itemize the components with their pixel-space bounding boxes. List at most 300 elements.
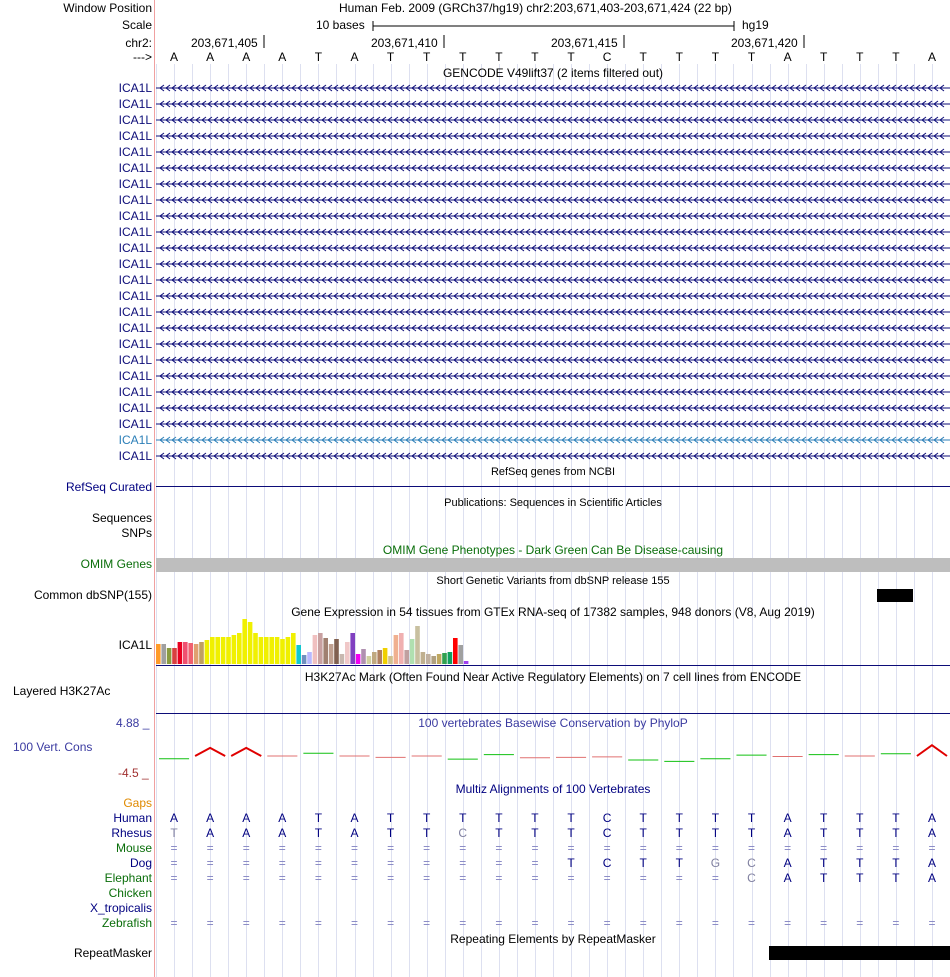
multiz-base: = [567, 841, 575, 855]
gtex-tissue-bar[interactable] [259, 637, 264, 664]
multiz-base: = [495, 871, 503, 885]
scale-label: Scale [121, 18, 152, 32]
sequence-base: A [278, 50, 287, 64]
gtex-title[interactable]: Gene Expression in 54 tissues from GTEx RNA-seq of 17382 samples, 948 donors (V8, Aug 2019) [291, 605, 815, 619]
gtex-tissue-bar[interactable] [291, 633, 296, 664]
sequence-base: T [459, 50, 467, 64]
cons-min-label: -4.5 _ [118, 766, 149, 780]
scale-bar [372, 18, 736, 32]
multiz-base: T [856, 871, 864, 885]
gencode-transcript[interactable] [156, 321, 950, 335]
gtex-tissue-bar[interactable] [253, 633, 258, 664]
cons-score-mark[interactable] [231, 748, 261, 756]
publications-title[interactable]: Publications: Sequences in Scientific Articles [444, 497, 662, 509]
multiz-base: = [567, 871, 575, 885]
publications-sequences-label[interactable]: Sequences [91, 511, 152, 525]
multiz-base: = [314, 871, 322, 885]
multiz-base: A [350, 811, 359, 825]
refseq-label[interactable]: RefSeq Curated [65, 480, 152, 494]
multiz-base: = [639, 916, 647, 930]
gencode-transcript[interactable] [156, 401, 950, 415]
gtex-tissue-bar[interactable] [242, 619, 247, 664]
gencode-gene-label[interactable]: ICA1L [118, 305, 152, 319]
gtex-tissue-bar[interactable] [453, 638, 458, 664]
multiz-base: = [350, 841, 358, 855]
gtex-tissue-bar[interactable] [388, 656, 393, 664]
gencode-transcript[interactable] [156, 241, 950, 255]
multiz-base: = [206, 871, 214, 885]
gencode-gene-label[interactable]: ICA1L [118, 193, 152, 207]
gtex-tissue-bar[interactable] [442, 653, 447, 664]
multiz-base: = [747, 916, 755, 930]
gtex-tissue-bar[interactable] [215, 637, 220, 664]
multiz-base: = [747, 841, 755, 855]
gencode-transcript[interactable] [156, 353, 950, 367]
sequence-base: T [531, 50, 539, 64]
gencode-transcript[interactable] [156, 305, 950, 319]
gencode-gene-label[interactable]: ICA1L [118, 401, 152, 415]
gencode-gene-label[interactable]: ICA1L [118, 385, 152, 399]
gtex-tissue-bar[interactable] [340, 654, 345, 664]
gencode-gene-label[interactable]: ICA1L [118, 209, 152, 223]
sequence-base: T [423, 50, 431, 64]
cons-title[interactable]: 100 vertebrates Basewise Conservation by PhyloP [418, 716, 688, 730]
gencode-gene-label[interactable]: ICA1L [118, 289, 152, 303]
multiz-base: = [170, 856, 178, 870]
multiz-base: = [278, 871, 286, 885]
gencode-transcript[interactable] [156, 369, 950, 383]
h3k27ac-label[interactable]: Layered H3K27Ac [13, 684, 111, 698]
sequence-base: T [675, 50, 683, 64]
cons-score-mark[interactable] [917, 745, 947, 756]
dbsnp-variant[interactable] [877, 589, 913, 602]
gencode-transcript[interactable] [156, 129, 950, 143]
multiz-base: G [710, 856, 721, 870]
gtex-tissue-bar[interactable] [205, 640, 210, 664]
multiz-species-label[interactable]: Elephant [104, 871, 152, 885]
multiz-species-label[interactable]: Chicken [108, 886, 152, 900]
label-column-border [154, 0, 155, 977]
multiz-base: = [387, 871, 395, 885]
multiz-base: T [639, 826, 647, 840]
db-label: hg19 [742, 18, 769, 32]
sequence-base: T [856, 50, 864, 64]
gtex-tissue-bar[interactable] [361, 649, 366, 664]
sequence-base: A [927, 50, 936, 64]
multiz-base: T [820, 871, 828, 885]
multiz-base: T [892, 856, 900, 870]
multiz-species-label[interactable]: Zebrafish [101, 916, 152, 930]
dbsnp-title[interactable]: Short Genetic Variants from dbSNP release 155 [436, 575, 670, 587]
gtex-tissue-bar[interactable] [367, 656, 372, 664]
chrom-label: chr2: [125, 36, 152, 50]
gencode-gene-label[interactable]: ICA1L [118, 321, 152, 335]
multiz-base: = [459, 916, 467, 930]
sequence-base: A [242, 50, 251, 64]
multiz-base: = [495, 841, 503, 855]
sequence-base: A [206, 50, 215, 64]
multiz-base: = [278, 856, 286, 870]
multiz-base: C [602, 811, 612, 825]
multiz-base: = [675, 916, 683, 930]
multiz-base: T [747, 811, 756, 825]
gtex-tissue-bar[interactable] [464, 661, 469, 664]
gtex-tissue-bar[interactable] [356, 654, 361, 664]
gencode-transcript[interactable] [156, 225, 950, 239]
gencode-transcript[interactable] [156, 97, 950, 111]
multiz-species-label[interactable]: X_tropicalis [89, 901, 152, 915]
sequence-base: T [820, 50, 828, 64]
multiz-base: = [314, 916, 322, 930]
multiz-base: = [459, 841, 467, 855]
sequence-base: T [495, 50, 503, 64]
sequence-base: A [170, 50, 179, 64]
gtex-tissue-bar[interactable] [323, 638, 328, 664]
multiz-base: = [603, 916, 611, 930]
multiz-base: T [675, 826, 683, 840]
gencode-gene-label[interactable]: ICA1L [118, 449, 152, 463]
gtex-tissue-bar[interactable] [302, 655, 307, 664]
gtex-tissue-bar[interactable] [383, 648, 388, 664]
gtex-tissue-bar[interactable] [161, 644, 166, 664]
scale-text: 10 bases [316, 18, 365, 32]
multiz-base: A [783, 871, 792, 885]
gtex-tissue-bar[interactable] [372, 652, 377, 664]
multiz-base: T [711, 826, 720, 840]
omim-title[interactable]: OMIM Gene Phenotypes - Dark Green Can Be Disease-causing [382, 543, 724, 557]
multiz-base: = [531, 841, 539, 855]
multiz-base: T [892, 871, 900, 885]
gtex-tissue-bar[interactable] [431, 656, 436, 664]
strand-label: ---> [133, 50, 152, 64]
tick-label: 203,671,420 [731, 36, 798, 50]
multiz-base: T [170, 826, 178, 840]
gtex-bar-chart[interactable] [156, 619, 950, 667]
gencode-gene-label[interactable]: ICA1L [118, 81, 152, 95]
multiz-base: = [242, 916, 250, 930]
sequence-base: C [602, 50, 612, 64]
gencode-title[interactable]: GENCODE V49lift37 (2 items filtered out) [442, 66, 664, 80]
omim-gene-bar[interactable] [156, 558, 950, 572]
multiz-base: A [206, 811, 215, 825]
multiz-base: = [711, 871, 719, 885]
gtex-tissue-bar[interactable] [345, 642, 350, 664]
cons-label[interactable]: 100 Vert. Cons [13, 740, 93, 754]
multiz-base: T [856, 826, 864, 840]
multiz-base: = [350, 871, 358, 885]
gtex-tissue-bar[interactable] [194, 644, 199, 664]
multiz-base: = [387, 856, 395, 870]
repeatmasker-label[interactable]: RepeatMasker [73, 946, 152, 960]
multiz-base: = [711, 841, 719, 855]
cons-max-label: 4.88 _ [116, 716, 150, 730]
multiz-base: T [567, 811, 575, 825]
multiz-base: T [495, 826, 503, 840]
gtex-tissue-bar[interactable] [275, 637, 280, 664]
gtex-tissue-bar[interactable] [232, 635, 237, 664]
multiz-base: = [423, 871, 431, 885]
publications-snps-label[interactable]: SNPs [121, 526, 152, 540]
multiz-base: = [495, 916, 503, 930]
gtex-tissue-bar[interactable] [318, 633, 323, 664]
gencode-gene-label[interactable]: ICA1L [118, 129, 152, 143]
tick-marks [262, 35, 812, 49]
gtex-tissue-bar[interactable] [296, 645, 301, 664]
multiz-base: T [459, 811, 467, 825]
gtex-tissue-bar[interactable] [329, 644, 334, 664]
multiz-base: = [206, 856, 214, 870]
multiz-base: A [170, 811, 179, 825]
gtex-tissue-bar[interactable] [264, 637, 269, 664]
multiz-base: = [206, 916, 214, 930]
multiz-base: = [639, 871, 647, 885]
gtex-tissue-bar[interactable] [188, 643, 193, 664]
gencode-gene-label[interactable]: ICA1L [118, 337, 152, 351]
multiz-base: A [242, 811, 251, 825]
multiz-base: = [459, 871, 467, 885]
gtex-tissue-bar[interactable] [437, 654, 442, 664]
gtex-tissue-bar[interactable] [178, 642, 183, 664]
tick-label: 203,671,405 [191, 36, 258, 50]
multiz-base: C [602, 856, 612, 870]
multiz-gaps-label[interactable]: Gaps [123, 796, 152, 810]
window-position-label: Window Position [63, 1, 152, 15]
multiz-base: = [314, 856, 322, 870]
multiz-species-label[interactable]: Mouse [115, 841, 152, 855]
multiz-base: T [495, 811, 503, 825]
gencode-gene-label[interactable]: ICA1L [118, 273, 152, 287]
gencode-transcript[interactable] [156, 289, 950, 303]
multiz-base: A [206, 826, 215, 840]
gencode-transcript[interactable] [156, 385, 950, 399]
multiz-base: = [459, 856, 467, 870]
multiz-base: T [639, 811, 647, 825]
gencode-transcript[interactable] [156, 209, 950, 223]
gtex-tissue-bar[interactable] [156, 644, 161, 664]
cons-plot[interactable] [156, 732, 950, 776]
sequence-base: A [783, 50, 792, 64]
multiz-base: T [423, 826, 431, 840]
multiz-base: T [531, 826, 539, 840]
gencode-transcript[interactable] [156, 113, 950, 127]
multiz-base: T [423, 811, 431, 825]
multiz-base: = [711, 916, 719, 930]
multiz-base: = [820, 841, 828, 855]
gtex-tissue-bar[interactable] [394, 635, 399, 664]
gtex-tissue-bar[interactable] [269, 637, 274, 664]
multiz-base: T [675, 811, 683, 825]
multiz-base: T [567, 826, 575, 840]
gtex-tissue-bar[interactable] [458, 645, 463, 664]
gencode-transcript[interactable] [156, 81, 950, 95]
sequence-base: T [747, 50, 756, 64]
tick-label: 203,671,415 [551, 36, 618, 50]
dbsnp-label[interactable]: Common dbSNP(155) [33, 588, 152, 602]
gtex-tissue-bar[interactable] [334, 639, 339, 664]
gencode-gene-label[interactable]: ICA1L [118, 97, 152, 111]
multiz-base: = [242, 841, 250, 855]
gtex-tissue-bar[interactable] [313, 635, 318, 664]
multiz-base: = [423, 916, 431, 930]
gencode-gene-label[interactable]: ICA1L [118, 369, 152, 383]
refseq-title[interactable]: RefSeq genes from NCBI [490, 466, 616, 478]
gtex-tissue-bar[interactable] [172, 648, 177, 664]
omim-label[interactable]: OMIM Genes [80, 557, 152, 571]
repeatmasker-title[interactable]: Repeating Elements by RepeatMasker [450, 932, 656, 946]
multiz-base: = [242, 856, 250, 870]
sequence-base: T [567, 50, 575, 64]
multiz-base: T [675, 856, 683, 870]
multiz-base: = [170, 871, 178, 885]
multiz-base: = [278, 916, 286, 930]
gtex-tissue-bar[interactable] [237, 633, 242, 664]
multiz-base: T [567, 856, 575, 870]
multiz-base: = [242, 871, 250, 885]
sequence-base: T [711, 50, 720, 64]
multiz-base: = [387, 841, 395, 855]
gencode-gene-label[interactable]: ICA1L [118, 241, 152, 255]
multiz-base: = [603, 841, 611, 855]
multiz-base: T [386, 811, 395, 825]
gencode-transcript[interactable] [156, 145, 950, 159]
multiz-base: = [206, 841, 214, 855]
multiz-base: T [314, 826, 323, 840]
multiz-base: = [531, 871, 539, 885]
gtex-tissue-bar[interactable] [448, 652, 453, 664]
gencode-transcript[interactable] [156, 273, 950, 287]
gencode-transcript[interactable] [156, 449, 950, 463]
multiz-base: T [820, 856, 828, 870]
multiz-species-label[interactable]: Human [113, 811, 152, 825]
gencode-transcript[interactable] [156, 193, 950, 207]
multiz-base: = [784, 916, 792, 930]
gtex-tissue-bar[interactable] [415, 626, 420, 664]
multiz-base: = [350, 856, 358, 870]
multiz-base: A [783, 856, 792, 870]
gencode-transcript[interactable] [156, 257, 950, 271]
multiz-species-label[interactable]: Dog [129, 856, 152, 870]
gtex-tissue-bar[interactable] [226, 637, 231, 664]
gencode-gene-label[interactable]: ICA1L [118, 433, 152, 447]
gtex-tissue-bar[interactable] [399, 633, 404, 664]
gencode-transcript[interactable] [156, 177, 950, 191]
multiz-base: = [928, 841, 936, 855]
gencode-gene-label[interactable]: ICA1L [118, 145, 152, 159]
multiz-base: A [927, 811, 936, 825]
h3k27ac-line [156, 713, 950, 714]
sequence-base: T [386, 50, 395, 64]
gencode-transcript[interactable] [156, 417, 950, 431]
multiz-base: T [892, 826, 900, 840]
gencode-gene-label[interactable]: ICA1L [118, 177, 152, 191]
gtex-tissue-bar[interactable] [421, 652, 426, 664]
multiz-base: = [170, 916, 178, 930]
gtex-tissue-bar[interactable] [307, 652, 312, 664]
multiz-base: = [892, 841, 900, 855]
gtex-tissue-bar[interactable] [426, 654, 431, 664]
multiz-base: T [856, 856, 864, 870]
gtex-tissue-bar[interactable] [167, 648, 172, 664]
assembly-title: Human Feb. 2009 (GRCh37/hg19) chr2:203,671,403-203,671,424 (22 bp) [339, 1, 732, 15]
repeat-element[interactable] [769, 946, 950, 960]
gencode-gene-label[interactable]: ICA1L [118, 161, 152, 175]
multiz-base: = [928, 916, 936, 930]
multiz-base: C [602, 826, 612, 840]
cons-score-mark[interactable] [195, 748, 225, 756]
multiz-base: = [675, 841, 683, 855]
multiz-base: T [820, 811, 828, 825]
multiz-base: = [567, 916, 575, 930]
multiz-base: = [170, 841, 178, 855]
gtex-tissue-bar[interactable] [248, 622, 253, 664]
gencode-gene-label[interactable]: ICA1L [118, 113, 152, 127]
gtex-tissue-bar[interactable] [221, 637, 226, 664]
multiz-species-label[interactable]: Rhesus [111, 826, 152, 840]
gencode-transcript[interactable] [156, 337, 950, 351]
multiz-base: T [531, 811, 539, 825]
multiz-base: = [892, 916, 900, 930]
gtex-tissue-bar[interactable] [183, 642, 188, 664]
multiz-base: C [747, 856, 756, 870]
multiz-base: = [531, 856, 539, 870]
tick-label: 203,671,410 [371, 36, 438, 50]
gencode-gene-label[interactable]: ICA1L [118, 225, 152, 239]
gencode-transcript[interactable] [156, 433, 950, 447]
gencode-gene-label[interactable]: ICA1L [118, 417, 152, 431]
gencode-gene-label[interactable]: ICA1L [118, 353, 152, 367]
sequence-base: T [314, 50, 323, 64]
multiz-base: A [242, 826, 251, 840]
gtex-tissue-bar[interactable] [210, 637, 215, 664]
multiz-title[interactable]: Multiz Alignments of 100 Vertebrates [455, 782, 651, 796]
multiz-base: = [603, 871, 611, 885]
gencode-gene-label[interactable]: ICA1L [118, 257, 152, 271]
gtex-tissue-bar[interactable] [280, 639, 285, 664]
gtex-tissue-bar[interactable] [350, 633, 355, 664]
multiz-base: T [314, 811, 323, 825]
multiz-base: C [747, 871, 756, 885]
h3k27ac-title[interactable]: H3K27Ac Mark (Often Found Near Active Regulatory Elements) on 7 cell lines from ENCODE [304, 670, 802, 684]
sequence-base: T [892, 50, 900, 64]
refseq-line[interactable] [156, 486, 950, 487]
multiz-base: = [856, 916, 864, 930]
gtex-tissue-bar[interactable] [377, 650, 382, 664]
gtex-tissue-bar[interactable] [199, 642, 204, 664]
multiz-base: = [350, 916, 358, 930]
multiz-base: A [278, 811, 287, 825]
gtex-tissue-bar[interactable] [404, 650, 409, 664]
multiz-base: = [314, 841, 322, 855]
gtex-tissue-bar[interactable] [286, 637, 291, 664]
multiz-base: = [639, 841, 647, 855]
multiz-base: C [458, 826, 468, 840]
multiz-base: A [350, 826, 359, 840]
multiz-base: = [387, 916, 395, 930]
gencode-transcript[interactable] [156, 161, 950, 175]
multiz-base: T [711, 811, 720, 825]
multiz-base: = [423, 856, 431, 870]
multiz-base: A [927, 826, 936, 840]
multiz-base: A [927, 871, 936, 885]
multiz-base: = [495, 856, 503, 870]
gtex-gene-label[interactable]: ICA1L [118, 638, 152, 652]
multiz-base: = [784, 841, 792, 855]
multiz-base: = [856, 841, 864, 855]
gtex-tissue-bar[interactable] [410, 639, 415, 664]
multiz-base: T [639, 856, 647, 870]
multiz-base: A [278, 826, 287, 840]
sequence-base: T [639, 50, 647, 64]
